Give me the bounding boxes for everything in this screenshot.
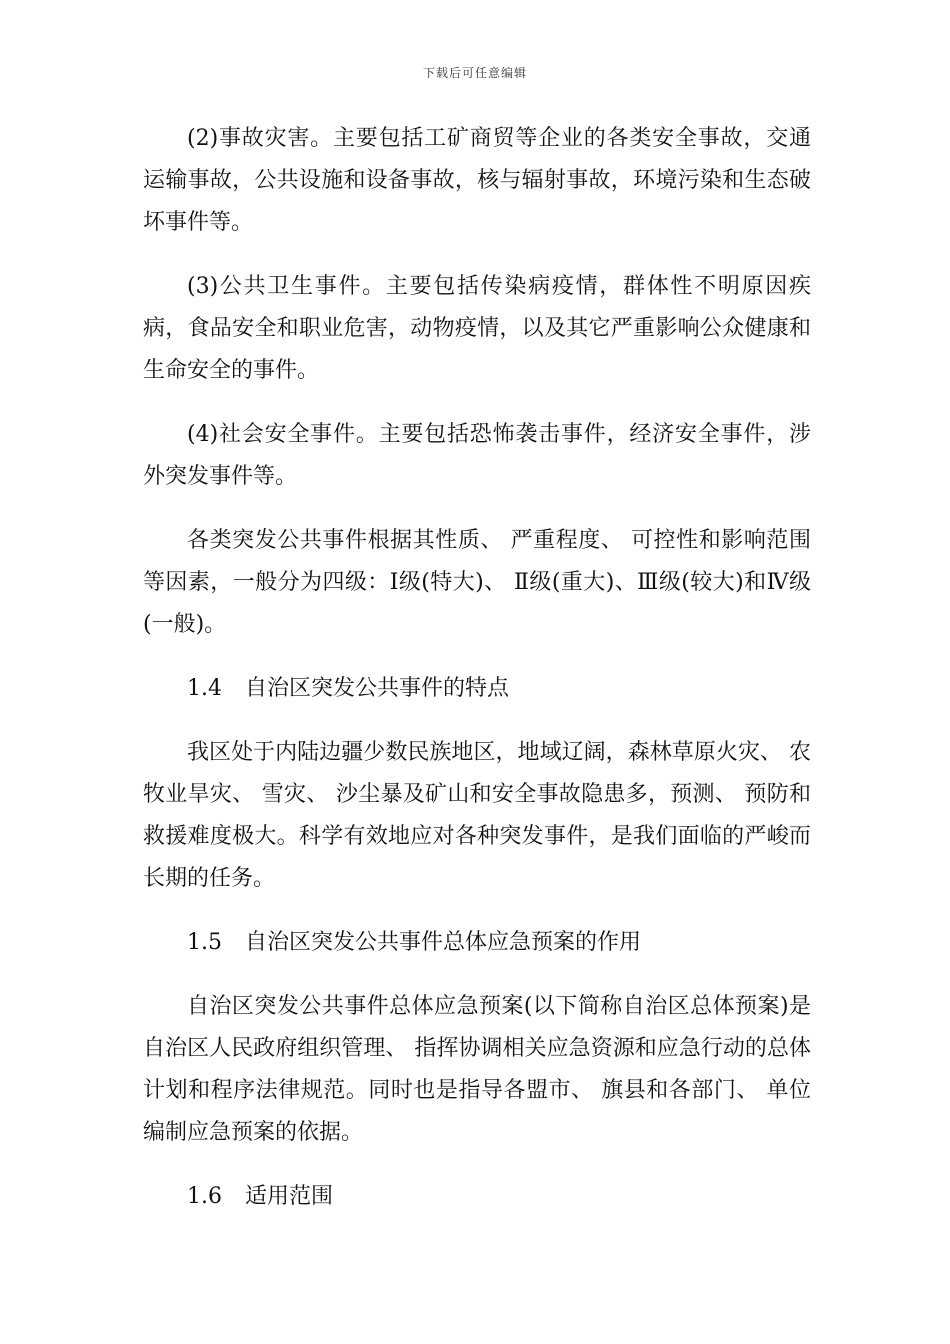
header-note: 下载后可任意编辑	[422, 66, 527, 80]
paragraph-severity-levels: 各类突发公共事件根据其性质、 严重程度、 可控性和影响范围等因素，一般分为四级：Ⅰ级(特大)、 Ⅱ级(重大)、Ⅲ级(较大)和Ⅳ级(一般)。	[143, 528, 811, 637]
section-number: 1.5	[187, 930, 222, 955]
section-heading-1-6	[143, 1176, 811, 1218]
paragraph-public-health: (3)公共卫生事件。主要包括传染病疫情，群体性不明原因疾病，食品安全和职业危害，动物疫情，以及其它严重影响公众健康和生命安全的事件。	[143, 274, 811, 383]
section-title: 自治区突发公共事件的特点	[245, 676, 510, 701]
section-title: 自治区突发公共事件总体应急预案的作用	[245, 930, 642, 955]
document-body	[143, 118, 811, 1240]
section-number: 1.6	[187, 1184, 222, 1209]
section-heading-1-4	[143, 668, 811, 710]
paragraph-region-characteristics: 我区处于内陆边疆少数民族地区，地域辽阔，森林草原火灾、 农牧业旱灾、 雪灾、 沙尘暴及矿山和安全事故隐患多，预测、 预防和救援难度极大。科学有效地应对各种突发事件，是我们面临的严峻而长期的任务。	[143, 740, 811, 891]
section-number: 1.4	[187, 676, 222, 701]
paragraph-plan-role: 自治区突发公共事件总体应急预案(以下简称自治区总体预案)是自治区人民政府组织管理、 指挥协调相关应急资源和应急行动的总体计划和程序法律规范。同时也是指导各盟市、 旗县和各部门、 单位编制应急预案的依据。	[143, 994, 811, 1145]
paragraph-accident-disasters: (2)事故灾害。主要包括工矿商贸等企业的各类安全事故，交通运输事故，公共设施和设备事故，核与辐射事故，环境污染和生态破坏事件等。	[143, 126, 811, 235]
section-title: 适用范围	[245, 1184, 334, 1209]
paragraph-social-security: (4)社会安全事件。主要包括恐怖袭击事件，经济安全事件，涉外突发事件等。	[143, 422, 811, 489]
section-heading-1-5	[143, 922, 811, 964]
